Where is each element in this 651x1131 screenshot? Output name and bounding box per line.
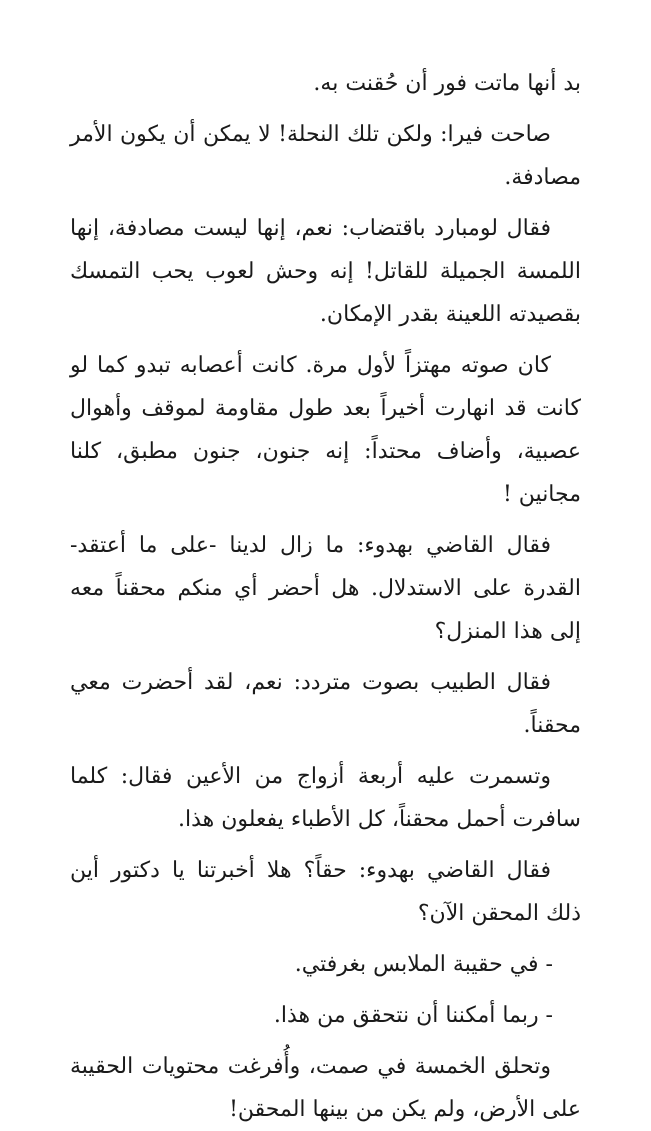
paragraph-1: بد أنها ماتت فور أن حُقنت به.: [313, 71, 581, 96]
paragraph-6: فقال الطبيب بصوت متردد: نعم، لقد أحضرت معي محقناً.: [70, 670, 581, 738]
dialogue-line-1: - في حقيبة الملابس بغرفتي.: [294, 952, 553, 977]
paragraph-5: فقال القاضي بهدوء: ما زال لدينا -على ما أعتقد- القدرة على الاستدلال. هل أحضر أي منكم محقناً معه إلى هذا المنزل؟: [70, 533, 581, 644]
dialogue-line-2: - ربما أمكننا أن نتحقق من هذا.: [273, 1003, 553, 1028]
paragraph-9: وتحلق الخمسة في صمت، وأُفرغت محتويات الحقيبة على الأرض، ولم يكن من بينها المحقن!: [70, 1054, 581, 1122]
paragraph-4: كان صوته مهتزاً لأول مرة. كانت أعصابه تبدو كما لو كانت قد انهارت أخيراً بعد طول مقاومة لموقف وأهوال عصبية، وأضاف محتداً: إنه جنون، جنون مطبق، كلنا مجانين !: [70, 353, 581, 507]
paragraph-3: فقال لومبارد باقتضاب: نعم، إنها ليست مصادفة، إنها اللمسة الجميلة للقاتل! إنه وحش لعوب يحب التمسك بقصيدته اللعينة بقدر الإمكان.: [70, 216, 581, 327]
paragraph-2: صاحت فيرا: ولكن تلك النحلة! لا يمكن أن يكون الأمر مصادفة.: [70, 122, 581, 190]
paragraph-8: فقال القاضي بهدوء: حقاً؟ هلا أخبرتنا يا دكتور أين ذلك المحقن الآن؟: [70, 858, 581, 926]
paragraph-7: وتسمرت عليه أربعة أزواج من الأعين فقال: كلما سافرت أحمل محقناً، كل الأطباء يفعلون هذا.: [70, 764, 581, 832]
